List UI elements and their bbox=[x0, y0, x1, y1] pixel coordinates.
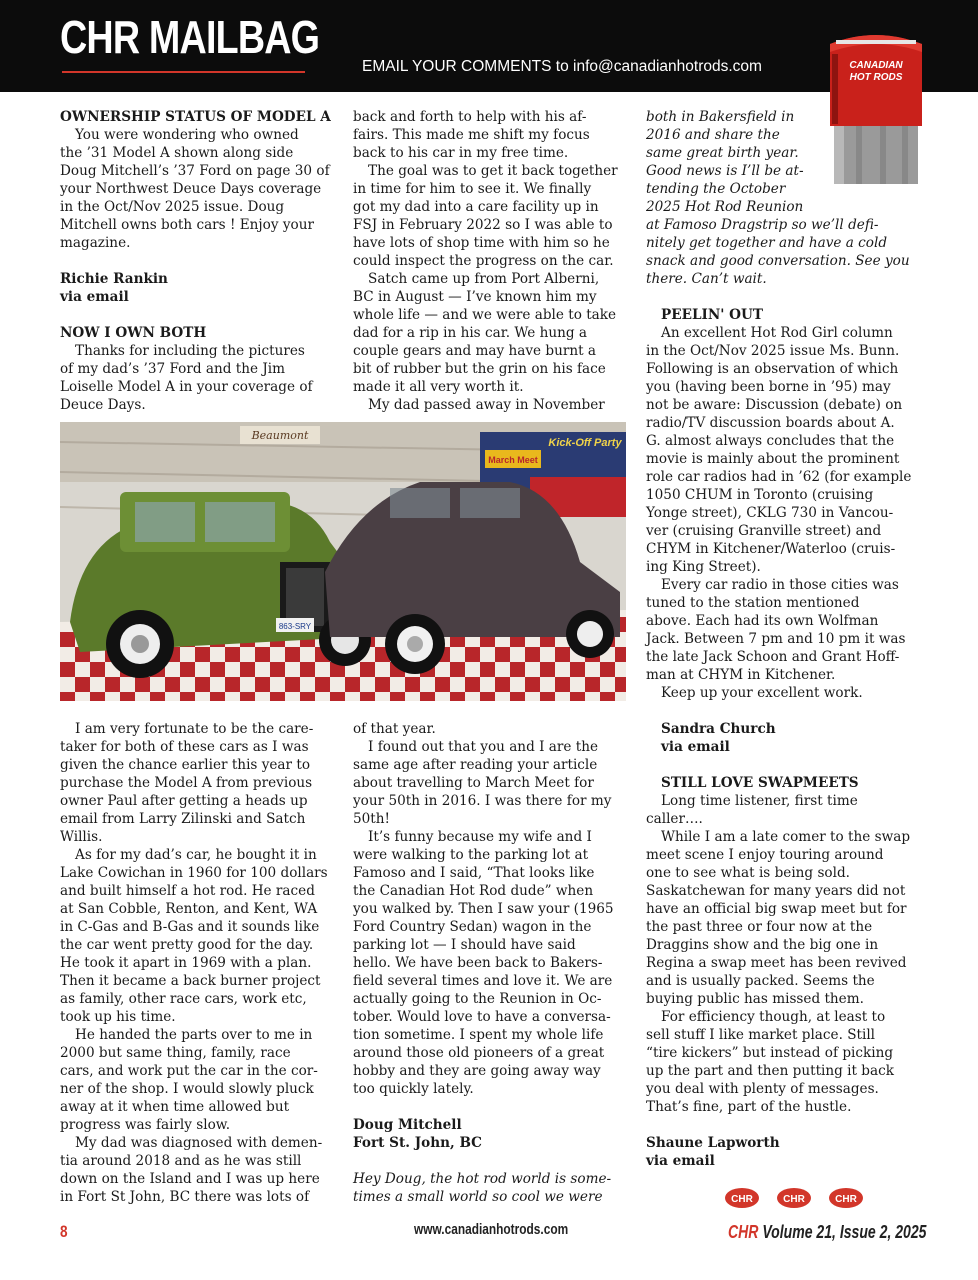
text-line: about travelling to March Meet for bbox=[353, 775, 594, 791]
text-line: down on the Island and I was up here bbox=[60, 1171, 320, 1187]
text-line: Yonge street), CKLG 730 in Vancou- bbox=[646, 505, 894, 521]
text-line: Mitchell owns both cars ! Enjoy your bbox=[60, 217, 314, 233]
text-line: have an official big swap meet but for bbox=[646, 901, 907, 917]
signature-source: via email bbox=[60, 289, 129, 305]
text-line: For efficiency though, at least to bbox=[661, 1009, 886, 1025]
italic-line: Hey Doug, the hot rod world is some- bbox=[353, 1171, 612, 1187]
text-line: While I am a late comer to the swap bbox=[661, 829, 911, 845]
text-line: That’s fine, part of the hustle. bbox=[646, 1099, 852, 1115]
text-line: Deuce Days. bbox=[60, 397, 146, 413]
signature-source: Fort St. John, BC bbox=[353, 1135, 483, 1151]
text-line: away at it when time allowed but bbox=[60, 1099, 290, 1115]
text-line: tober. Would love to have a conversa- bbox=[353, 1009, 611, 1025]
text-line: I found out that you and I are the bbox=[368, 739, 599, 755]
text-line: your 50th in 2016. I was there for my bbox=[353, 793, 612, 809]
chr-logo-icon bbox=[829, 1188, 863, 1208]
italic-line: both in Bakersfield in bbox=[646, 109, 795, 125]
text-line: tion sometime. I spent my whole life bbox=[353, 1027, 604, 1043]
mailbox-brand-2: HOT RODS bbox=[849, 72, 903, 83]
text-line: 1050 CHUM in Toronto (cruising bbox=[646, 487, 874, 503]
text-line: He took it apart in 1969 with a plan. bbox=[60, 955, 312, 971]
text-line: Saskatchewan for many years did not bbox=[646, 883, 906, 899]
text-line: up the part and then putting it back bbox=[646, 1063, 894, 1079]
text-line: hobby and they are going away way bbox=[353, 1063, 601, 1079]
text-line: in Fort St John, BC there was lots of bbox=[60, 1189, 310, 1205]
text-line: Satch came up from Port Alberni, bbox=[368, 271, 600, 287]
signature-name: Doug Mitchell bbox=[353, 1117, 462, 1133]
italic-line: there. Can’t wait. bbox=[646, 271, 767, 287]
mailbox-brand-1: CANADIAN bbox=[849, 60, 903, 71]
photo-sign-right: Kick-Off Party bbox=[548, 437, 622, 449]
title-underline bbox=[62, 71, 305, 73]
text-line: and built himself a hot rod. He raced bbox=[60, 883, 315, 899]
photo-plate: 863-SRY bbox=[278, 622, 312, 631]
heading-peelin-out: PEELIN' OUT bbox=[661, 307, 763, 323]
text-line: Ford Country Sedan) wagon in the bbox=[353, 919, 592, 935]
chr-logo-text: CHR bbox=[783, 1194, 805, 1205]
text-line: took up his time. bbox=[60, 1009, 176, 1025]
text-line: the ’31 Model A shown along side bbox=[60, 145, 294, 161]
text-line: back and forth to help with his af- bbox=[353, 109, 587, 125]
signature-name: Shaune Lapworth bbox=[646, 1135, 780, 1151]
text-line: couple gears and may have burnt a bbox=[353, 343, 596, 359]
text-line: Regina a swap meet has been revived bbox=[646, 955, 907, 971]
text-line: Lake Cowichan in 1960 for 100 dollars bbox=[60, 865, 328, 881]
italic-line: at Famoso Dragstrip so we’ll defi- bbox=[646, 217, 879, 233]
text-line: whole life — and we were able to take bbox=[353, 307, 617, 323]
text-line: too quickly lately. bbox=[353, 1081, 474, 1097]
text-line: of my dad’s ’37 Ford and the Jim bbox=[60, 361, 286, 377]
text-line: your Northwest Deuce Days coverage bbox=[60, 181, 322, 197]
text-line: at San Cobble, Renton, and Kent, WA bbox=[60, 901, 318, 917]
text-line: as family, other race cars, work etc, bbox=[60, 991, 307, 1007]
text-line: Doug Mitchell’s ’37 Ford on page 30 of bbox=[60, 163, 330, 179]
chr-logo-text: CHR bbox=[835, 1194, 857, 1205]
text-line: G. almost always concludes that the bbox=[646, 433, 895, 449]
text-line: given the chance earlier this year to bbox=[60, 757, 311, 773]
text-line: Jack. Between 7 pm and 10 pm it was bbox=[646, 631, 906, 647]
text-line: and is usually packed. Seems the bbox=[646, 973, 875, 989]
column-2-top bbox=[353, 108, 633, 414]
text-line: could inspect the progress on the car. bbox=[353, 253, 614, 269]
signature-source: via email bbox=[661, 739, 730, 755]
text-line: field several times and love it. We are bbox=[353, 973, 613, 989]
text-line: bit of rubber but the grin on his face bbox=[353, 361, 606, 377]
text-line: 2000 but same thing, family, race bbox=[60, 1045, 291, 1061]
text-line: Then it became a back burner project bbox=[60, 973, 321, 989]
text-line: 50th! bbox=[353, 811, 390, 827]
signature-name: Sandra Church bbox=[661, 721, 776, 737]
text-line: You were wondering who owned bbox=[75, 127, 299, 143]
text-line: the car went pretty good for the day. bbox=[60, 937, 314, 953]
italic-line: nitely get together and have a cold bbox=[646, 235, 888, 251]
text-line: role car radios had in ’62 (for example bbox=[646, 469, 912, 485]
photo-sign-left: Beaumont bbox=[251, 429, 309, 442]
text-line: one to see what is being sold. bbox=[646, 865, 850, 881]
text-line: It’s funny because my wife and I bbox=[368, 829, 592, 845]
text-line: the past three or four now at the bbox=[646, 919, 873, 935]
text-line: Thanks for including the pictures bbox=[75, 343, 305, 359]
text-line: Keep up your excellent work. bbox=[661, 685, 863, 701]
text-line: My dad was diagnosed with demen- bbox=[75, 1135, 323, 1151]
text-line: ner of the shop. I would slowly pluck bbox=[60, 1081, 314, 1097]
text-line: taker for both of these cars as I was bbox=[60, 739, 309, 755]
text-line: progress was fairly slow. bbox=[60, 1117, 231, 1133]
text-line: dad for a rip in his car. We hung a bbox=[353, 325, 587, 341]
garage-cars-photo bbox=[60, 422, 626, 701]
text-line: As for my dad’s car, he bought it in bbox=[75, 847, 317, 863]
text-line: BC in August — I’ve known him my bbox=[353, 289, 597, 305]
text-line: “tire kickers” but instead of picking bbox=[646, 1045, 894, 1061]
column-1-bottom bbox=[60, 720, 340, 1206]
email-line: EMAIL YOUR COMMENTS to info@canadianhotrods.com bbox=[362, 58, 762, 75]
text-line: caller…. bbox=[646, 811, 703, 827]
text-line: you walked by. Then I saw your (1965 bbox=[353, 901, 614, 917]
text-line: above. Each had its own Wolfman bbox=[646, 613, 879, 629]
chr-logo-text: CHR bbox=[731, 1194, 753, 1205]
text-line: of that year. bbox=[353, 721, 436, 737]
text-line: FSJ in February 2022 so I was able to bbox=[353, 217, 613, 233]
text-line: He handed the parts over to me in bbox=[75, 1027, 313, 1043]
text-line: actually going to the Reunion in Oc- bbox=[353, 991, 602, 1007]
text-line: fairs. This made me shift my focus bbox=[353, 127, 590, 143]
text-line: movie is mainly about the prominent bbox=[646, 451, 900, 467]
text-line: An excellent Hot Rod Girl column bbox=[661, 325, 893, 341]
text-line: around those old pioneers of a great bbox=[353, 1045, 605, 1061]
text-line: Long time listener, first time bbox=[661, 793, 858, 809]
text-line: you deal with plenty of messages. bbox=[646, 1081, 879, 1097]
column-3 bbox=[646, 108, 931, 1170]
text-line: the Canadian Hot Rod dude” when bbox=[353, 883, 594, 899]
text-line: sell stuff I like market place. Still bbox=[646, 1027, 876, 1043]
text-line: were walking to the parking lot at bbox=[353, 847, 589, 863]
text-line: Famoso and I said, “That looks like bbox=[353, 865, 595, 881]
text-line: CHYM in Kitchener/Waterloo (cruis- bbox=[646, 541, 896, 557]
issue-info bbox=[728, 1222, 926, 1243]
text-line: ver (cruising Granville street) and bbox=[646, 523, 882, 539]
text-line: got my dad into a care facility up in bbox=[353, 199, 599, 215]
column-1-top bbox=[60, 108, 340, 414]
issue-chr: CHR bbox=[728, 1222, 759, 1242]
signature-source: via email bbox=[646, 1153, 715, 1169]
issue-volume: Volume 21, Issue 2, 2025 bbox=[758, 1222, 927, 1242]
text-line: hello. We have been back to Bakers- bbox=[353, 955, 603, 971]
italic-line: tending the October bbox=[646, 181, 786, 197]
italic-line: same great birth year. bbox=[646, 145, 799, 161]
chr-logo-icon bbox=[725, 1188, 759, 1208]
text-line: in the Oct/Nov 2025 issue. Doug bbox=[60, 199, 285, 215]
italic-line: 2016 and share the bbox=[646, 127, 780, 143]
text-line: meet scene I enjoy touring around bbox=[646, 847, 884, 863]
text-line: in the Oct/Nov 2025 issue Ms. Bunn. bbox=[646, 343, 900, 359]
text-line: The goal was to get it back together bbox=[368, 163, 618, 179]
text-line: purchase the Model A from previous bbox=[60, 775, 313, 791]
text-line: Every car radio in those cities was bbox=[661, 577, 899, 593]
text-line: Following is an observation of which bbox=[646, 361, 899, 377]
italic-line: 2025 Hot Rod Reunion bbox=[646, 199, 804, 215]
signature-name: Richie Rankin bbox=[60, 271, 168, 287]
text-line: Willis. bbox=[60, 829, 103, 845]
text-line: Draggins show and the big one in bbox=[646, 937, 879, 953]
text-line: tuned to the station mentioned bbox=[646, 595, 860, 611]
chr-end-logos bbox=[724, 1186, 864, 1210]
heading-ownership: OWNERSHIP STATUS OF MODEL A bbox=[60, 109, 331, 125]
text-line: Loiselle Model A in your coverage of bbox=[60, 379, 313, 395]
text-line: ing King Street). bbox=[646, 559, 761, 575]
text-line: tia around 2018 and as he was still bbox=[60, 1153, 302, 1169]
text-line: made it all very worth it. bbox=[353, 379, 524, 395]
heading-swapmeets: STILL LOVE SWAPMEETS bbox=[661, 775, 859, 791]
text-line: radio/TV discussion boards about A. bbox=[646, 415, 895, 431]
heading-now-i-own-both: NOW I OWN BOTH bbox=[60, 325, 207, 341]
text-line: owner Paul after getting a heads up bbox=[60, 793, 308, 809]
column-2-bottom bbox=[353, 720, 633, 1206]
text-line: back to his car in my free time. bbox=[353, 145, 569, 161]
website-link[interactable]: www.canadianhotrods.com bbox=[414, 1222, 569, 1238]
photo-sign-mid: March Meet bbox=[488, 455, 538, 465]
text-line: the late Jack Schoon and Grant Hoff- bbox=[646, 649, 900, 665]
italic-line: snack and good conversation. See you bbox=[646, 253, 910, 269]
text-line: magazine. bbox=[60, 235, 131, 251]
italic-line: times a small world so cool we were bbox=[353, 1189, 603, 1205]
chr-logo-icon bbox=[777, 1188, 811, 1208]
text-line: buying public has missed them. bbox=[646, 991, 864, 1007]
text-line: same age after reading your article bbox=[353, 757, 598, 773]
text-line: email from Larry Zilinski and Satch bbox=[60, 811, 306, 827]
page-number: 8 bbox=[60, 1222, 68, 1241]
text-line: cars, and work put the car in the cor- bbox=[60, 1063, 318, 1079]
section-title: CHR MAILBAG bbox=[60, 11, 320, 63]
text-line: parking lot — I should have said bbox=[353, 937, 576, 953]
text-line: you (having been borne in ’95) may bbox=[646, 379, 891, 395]
text-line: have lots of shop time with him so he bbox=[353, 235, 610, 251]
text-line: I am very fortunate to be the care- bbox=[75, 721, 314, 737]
text-line: My dad passed away in November bbox=[368, 397, 605, 413]
italic-line: Good news is I’ll be at- bbox=[646, 163, 804, 179]
text-line: not be aware: Discussion (debate) on bbox=[646, 397, 903, 413]
text-line: in C-Gas and B-Gas and it sounds like bbox=[60, 919, 320, 935]
text-line: man at CHYM in Kitchener. bbox=[646, 667, 836, 683]
text-line: in time for him to see it. We finally bbox=[353, 181, 592, 197]
